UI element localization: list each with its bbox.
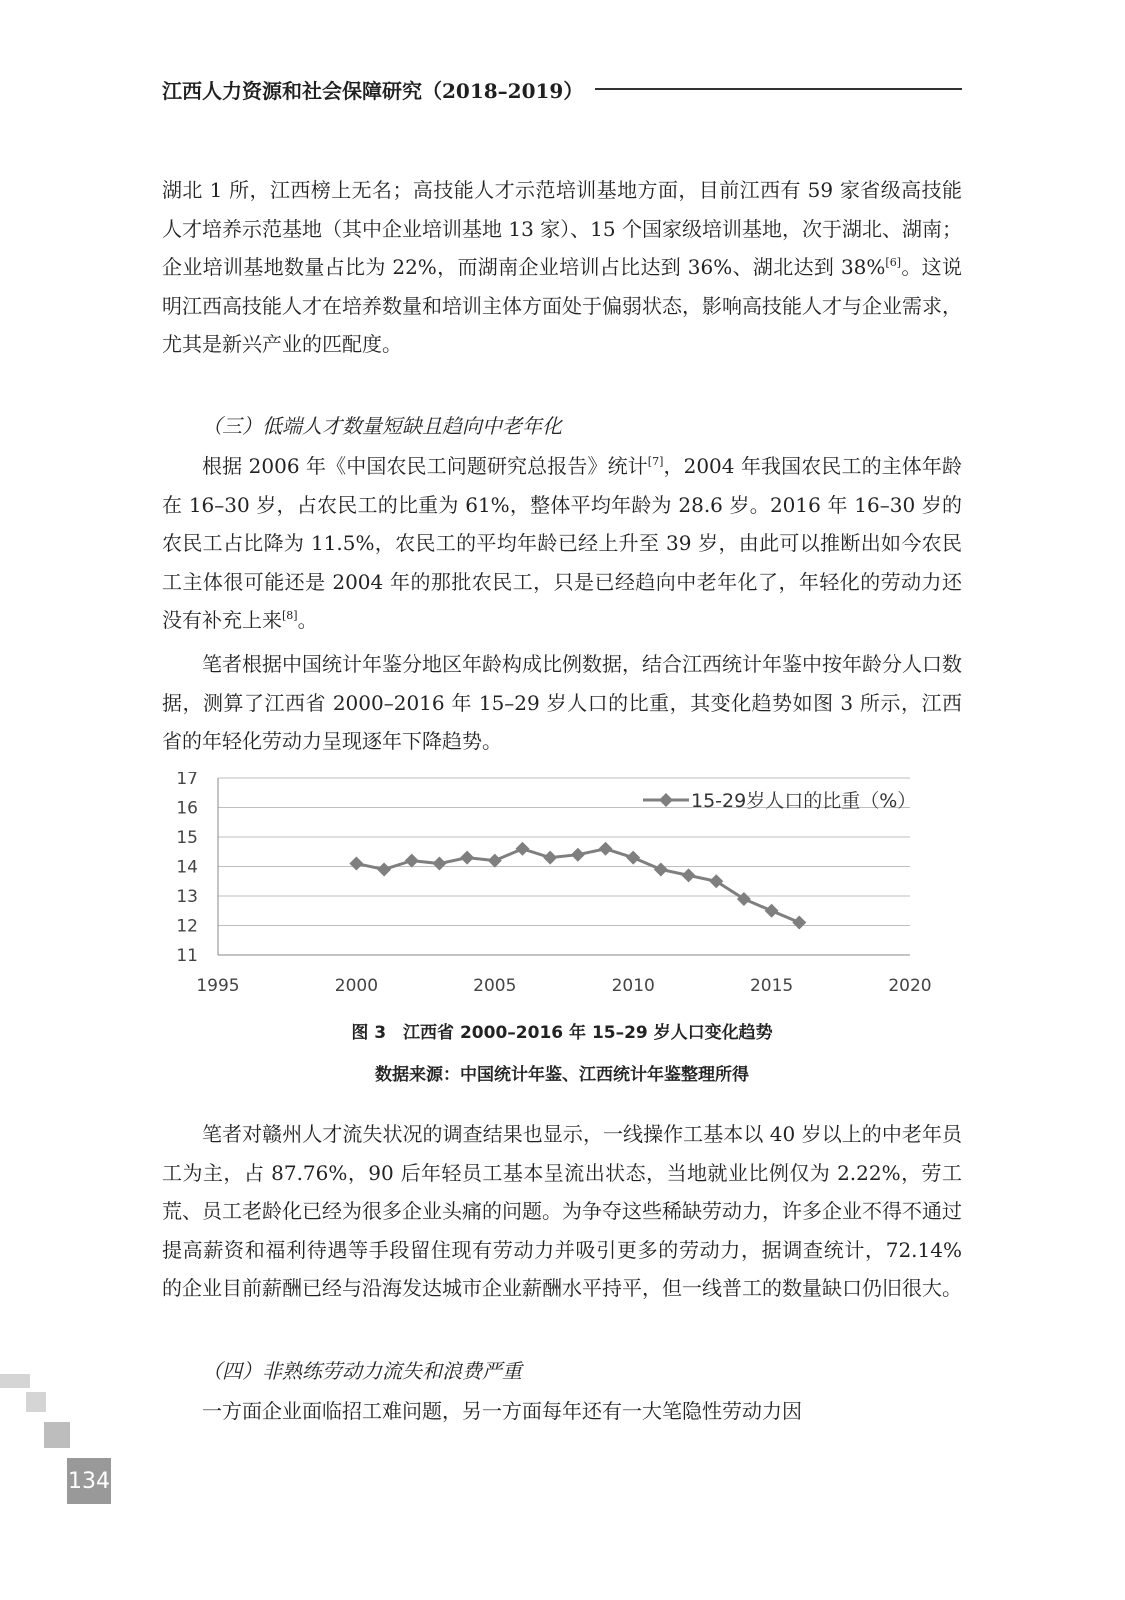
citation-8[interactable]: [8] <box>282 609 298 622</box>
decor-square <box>44 1422 70 1448</box>
data-point <box>515 842 529 856</box>
line-chart <box>165 772 950 1002</box>
x-tick-label: 2005 <box>473 976 517 996</box>
data-point <box>405 854 419 868</box>
data-point <box>682 868 696 882</box>
citation-7[interactable]: [7] <box>647 455 664 468</box>
data-point <box>792 916 806 930</box>
y-tick-label: 12 <box>176 916 198 937</box>
paragraph-2-text-a: 根据 2006 年《中国农民工问题研究总报告》统计 <box>202 454 648 478</box>
decor-square <box>26 1392 46 1412</box>
decor-square <box>0 1374 30 1388</box>
section-heading-3: （三）低端人才数量短缺且趋向中老年化 <box>202 414 562 438</box>
paragraph-1-text-b: 。这说明江西高技能人才在培养数量和培训主体方面处于偏弱状态，影响高技能人才与企业需求，尤其是新兴产业的匹配度。 <box>162 255 962 356</box>
legend-marker <box>659 793 673 807</box>
data-point <box>377 862 391 876</box>
y-tick-label: 13 <box>176 887 198 907</box>
data-point <box>460 851 474 865</box>
header-rule <box>595 88 962 90</box>
data-point <box>765 904 779 918</box>
running-header <box>162 74 962 104</box>
paragraph-3: 笔者根据中国统计年鉴分地区年龄构成比例数据，结合江西统计年鉴中按年龄分人口数据，测算了江西省 2000–2016 年 15–29 岁人口的比重，其变化趋势如图 3 所示，江西省的年轻化劳动力呈现逐年下降趋势。 <box>162 652 962 753</box>
paragraph-4: 笔者对赣州人才流失状况的调查结果也显示，一线操作工基本以 40 岁以上的中老年员工为主，占 87.76%，90 后年轻员工基本呈流出状态，当地就业比例仅为 2.22%，劳工荒、员工老龄化已经为很多企业头痛的问题。为争夺这些稀缺劳动力，许多企业不得不通过提高薪资和福利待遇等手段留住现有劳动力并吸引更多的劳动力，据调查统计，72.14% 的企业目前薪酬已经与沿海发达城市企业薪酬水平持平，但一线普工的数量缺口仍旧很大。 <box>162 1122 962 1300</box>
data-point <box>543 851 557 865</box>
data-point <box>571 848 585 862</box>
x-tick-label: 1995 <box>196 976 240 996</box>
data-point <box>599 842 613 856</box>
data-point <box>349 857 363 871</box>
y-tick-label: 17 <box>176 772 198 789</box>
paragraph-1-text-a: 湖北 1 所，江西榜上无名；高技能人才示范培训基地方面，目前江西有 59 家省级高技能人才培养示范基地（其中企业培训基地 13 家）、15 个国家级培训基地，次于湖北、湖南；企业培训基地数量占比为 22%，而湖南企业培训占比达到 36%、湖北达到 38% <box>162 178 962 279</box>
y-tick-label: 14 <box>176 857 198 878</box>
y-tick-label: 11 <box>176 946 198 966</box>
figure-caption: 图 3 江西省 2000–2016 年 15–29 岁人口变化趋势 <box>351 1023 773 1043</box>
data-point <box>654 862 668 876</box>
x-tick-label: 2000 <box>334 976 379 996</box>
header-title: 江西人力资源和社会保障研究（2018–2019） <box>162 78 584 103</box>
paragraph-2-text-b: ，2004 年我国农民工的主体年龄在 16–30 岁，占农民工的比重为 61%，整体平均年龄为 28.6 岁。2016 年 16–30 岁的农民工占比降为 11.5%，农民工的平均年龄已经上升至 39 岁，由此可以推断出如今农民工主体很可能还是 2004 年的那批农民工，只是已经趋向中老年化了，年轻化的劳动力还没有补充上来 <box>162 454 962 632</box>
paragraph-2 <box>162 447 962 640</box>
x-tick-label: 2020 <box>888 976 932 996</box>
legend-label: 15-29岁人口的比重（%） <box>691 790 917 812</box>
paragraph-5: 一方面企业面临招工难问题，另一方面每年还有一大笔隐性劳动力因 <box>202 1399 802 1423</box>
paragraph-1 <box>162 171 962 364</box>
citation-6[interactable]: [6] <box>885 256 901 269</box>
y-tick-label: 15 <box>176 828 198 848</box>
x-tick-label: 2010 <box>611 976 655 996</box>
data-point <box>432 857 446 871</box>
figure-source: 数据来源：中国统计年鉴、江西统计年鉴整理所得 <box>375 1065 749 1085</box>
data-point <box>626 851 640 865</box>
x-tick-label: 2015 <box>749 976 794 996</box>
y-tick-label: 16 <box>176 798 198 819</box>
data-point <box>488 854 502 868</box>
page-number: 134 <box>67 1458 111 1504</box>
section-heading-4: （四）非熟练劳动力流失和浪费严重 <box>202 1359 522 1383</box>
paragraph-2-text-c: 。 <box>297 608 318 632</box>
